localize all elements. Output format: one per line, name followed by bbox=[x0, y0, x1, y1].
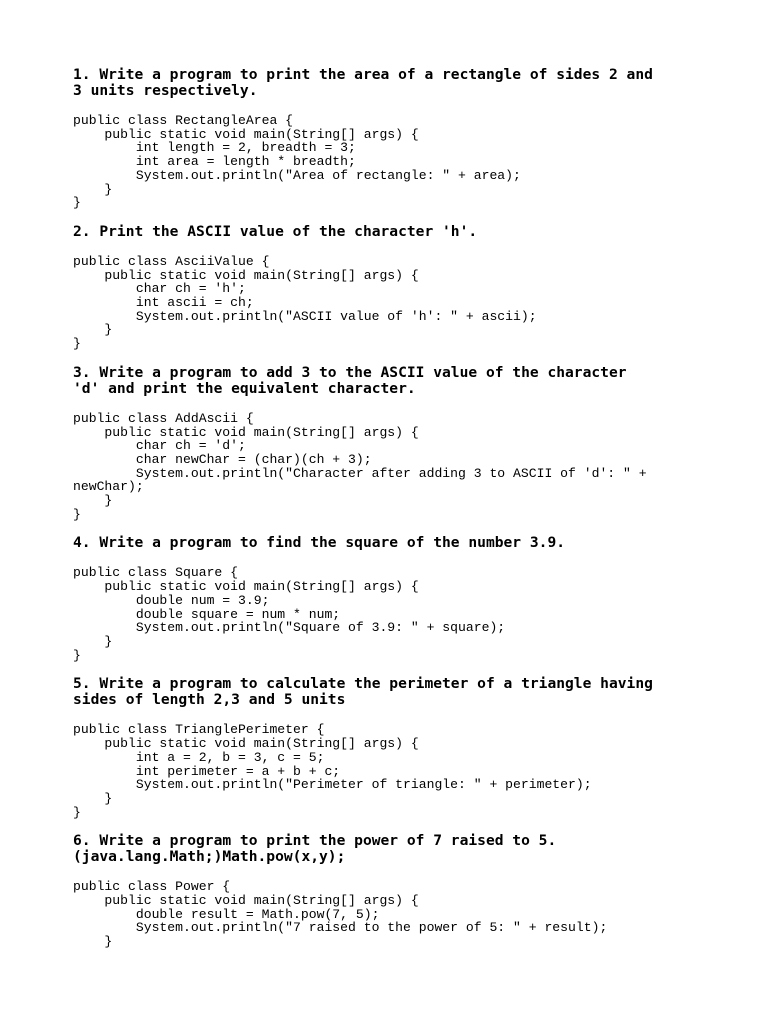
code-line: char ch = 'd'; bbox=[73, 438, 246, 454]
code-line: System.out.println("ASCII value of 'h': " + ascii); bbox=[73, 308, 537, 324]
code-line: System.out.println("7 raised to the power of 5: " + result); bbox=[73, 920, 608, 936]
code-line: int length = 2, breadth = 3; bbox=[73, 140, 356, 156]
document-page bbox=[73, 67, 698, 949]
code-line: public class RectangleArea { bbox=[73, 113, 294, 128]
code-line: System.out.println("Character after adding 3 to ASCII of 'd': " + bbox=[73, 465, 647, 481]
code-line: double result = Math.pow(7, 5); bbox=[73, 906, 380, 922]
code-line: char newChar = (char)(ch + 3); bbox=[73, 451, 372, 467]
code-line: public static void main(String[] args) { bbox=[73, 267, 419, 283]
code-block bbox=[73, 114, 698, 210]
question-heading: 6. Write a program to print the power of 7 raised to 5. (java.lang.Math;)Math.pow(x,y); bbox=[73, 832, 557, 866]
code-line: } bbox=[73, 322, 113, 338]
question-heading: 5. Write a program to calculate the perimeter of a triangle having sides of length 2,3 and 5 units bbox=[73, 675, 653, 709]
code-line: System.out.println("Perimeter of triangle: " + perimeter); bbox=[73, 777, 592, 793]
code-line: double num = 3.9; bbox=[73, 592, 270, 608]
code-line: System.out.println("Square of 3.9: " + square); bbox=[73, 620, 506, 636]
code-line: public static void main(String[] args) { bbox=[73, 424, 419, 440]
code-line: newChar); bbox=[73, 479, 144, 495]
code-block bbox=[73, 566, 698, 662]
question-heading: 4. Write a program to find the square of the number 3.9. bbox=[73, 534, 566, 552]
code-line: int perimeter = a + b + c; bbox=[73, 763, 341, 779]
code-line: } bbox=[73, 493, 113, 509]
code-line: } bbox=[73, 934, 113, 950]
question-heading: 2. Print the ASCII value of the character 'h'. bbox=[73, 222, 478, 240]
code-line: } bbox=[73, 804, 81, 820]
code-block bbox=[73, 723, 698, 819]
code-line: public class TrianglePerimeter { bbox=[73, 722, 325, 738]
code-line: public class Square { bbox=[73, 565, 239, 581]
code-line: public class Power { bbox=[73, 879, 231, 895]
code-block bbox=[73, 412, 698, 522]
code-line: } bbox=[73, 336, 81, 352]
exercise-section-6 bbox=[73, 833, 698, 949]
code-line: public static void main(String[] args) { bbox=[73, 736, 419, 752]
code-line: public static void main(String[] args) { bbox=[73, 893, 419, 909]
code-line: int area = length * breadth; bbox=[73, 154, 356, 170]
code-line: } bbox=[73, 633, 113, 649]
code-line: public class AddAscii { bbox=[73, 410, 254, 426]
code-line: } bbox=[73, 790, 113, 806]
question-heading: 1. Write a program to print the area of a rectangle of sides 2 and 3 units respectively. bbox=[73, 66, 653, 99]
exercise-section-4 bbox=[73, 535, 698, 662]
code-line: } bbox=[73, 181, 113, 197]
code-line: public class AsciiValue { bbox=[73, 253, 270, 269]
exercise-section-5 bbox=[73, 676, 698, 819]
code-line: } bbox=[73, 647, 81, 663]
code-line: double square = num * num; bbox=[73, 606, 341, 622]
exercise-section-1 bbox=[73, 67, 698, 210]
exercise-section-2 bbox=[73, 224, 698, 351]
code-block bbox=[73, 255, 698, 351]
exercise-section-3 bbox=[73, 365, 698, 522]
code-line: System.out.println("Area of rectangle: " + area); bbox=[73, 167, 521, 183]
code-line: } bbox=[73, 195, 81, 211]
code-line: int ascii = ch; bbox=[73, 295, 254, 311]
code-line: } bbox=[73, 506, 81, 522]
code-line: char ch = 'h'; bbox=[73, 281, 246, 297]
question-heading: 3. Write a program to add 3 to the ASCII value of the character 'd' and print the equivalent character. bbox=[73, 363, 627, 397]
code-line: public static void main(String[] args) { bbox=[73, 126, 419, 142]
code-line: public static void main(String[] args) { bbox=[73, 579, 419, 595]
code-line: int a = 2, b = 3, c = 5; bbox=[73, 749, 325, 765]
code-block bbox=[73, 880, 698, 949]
